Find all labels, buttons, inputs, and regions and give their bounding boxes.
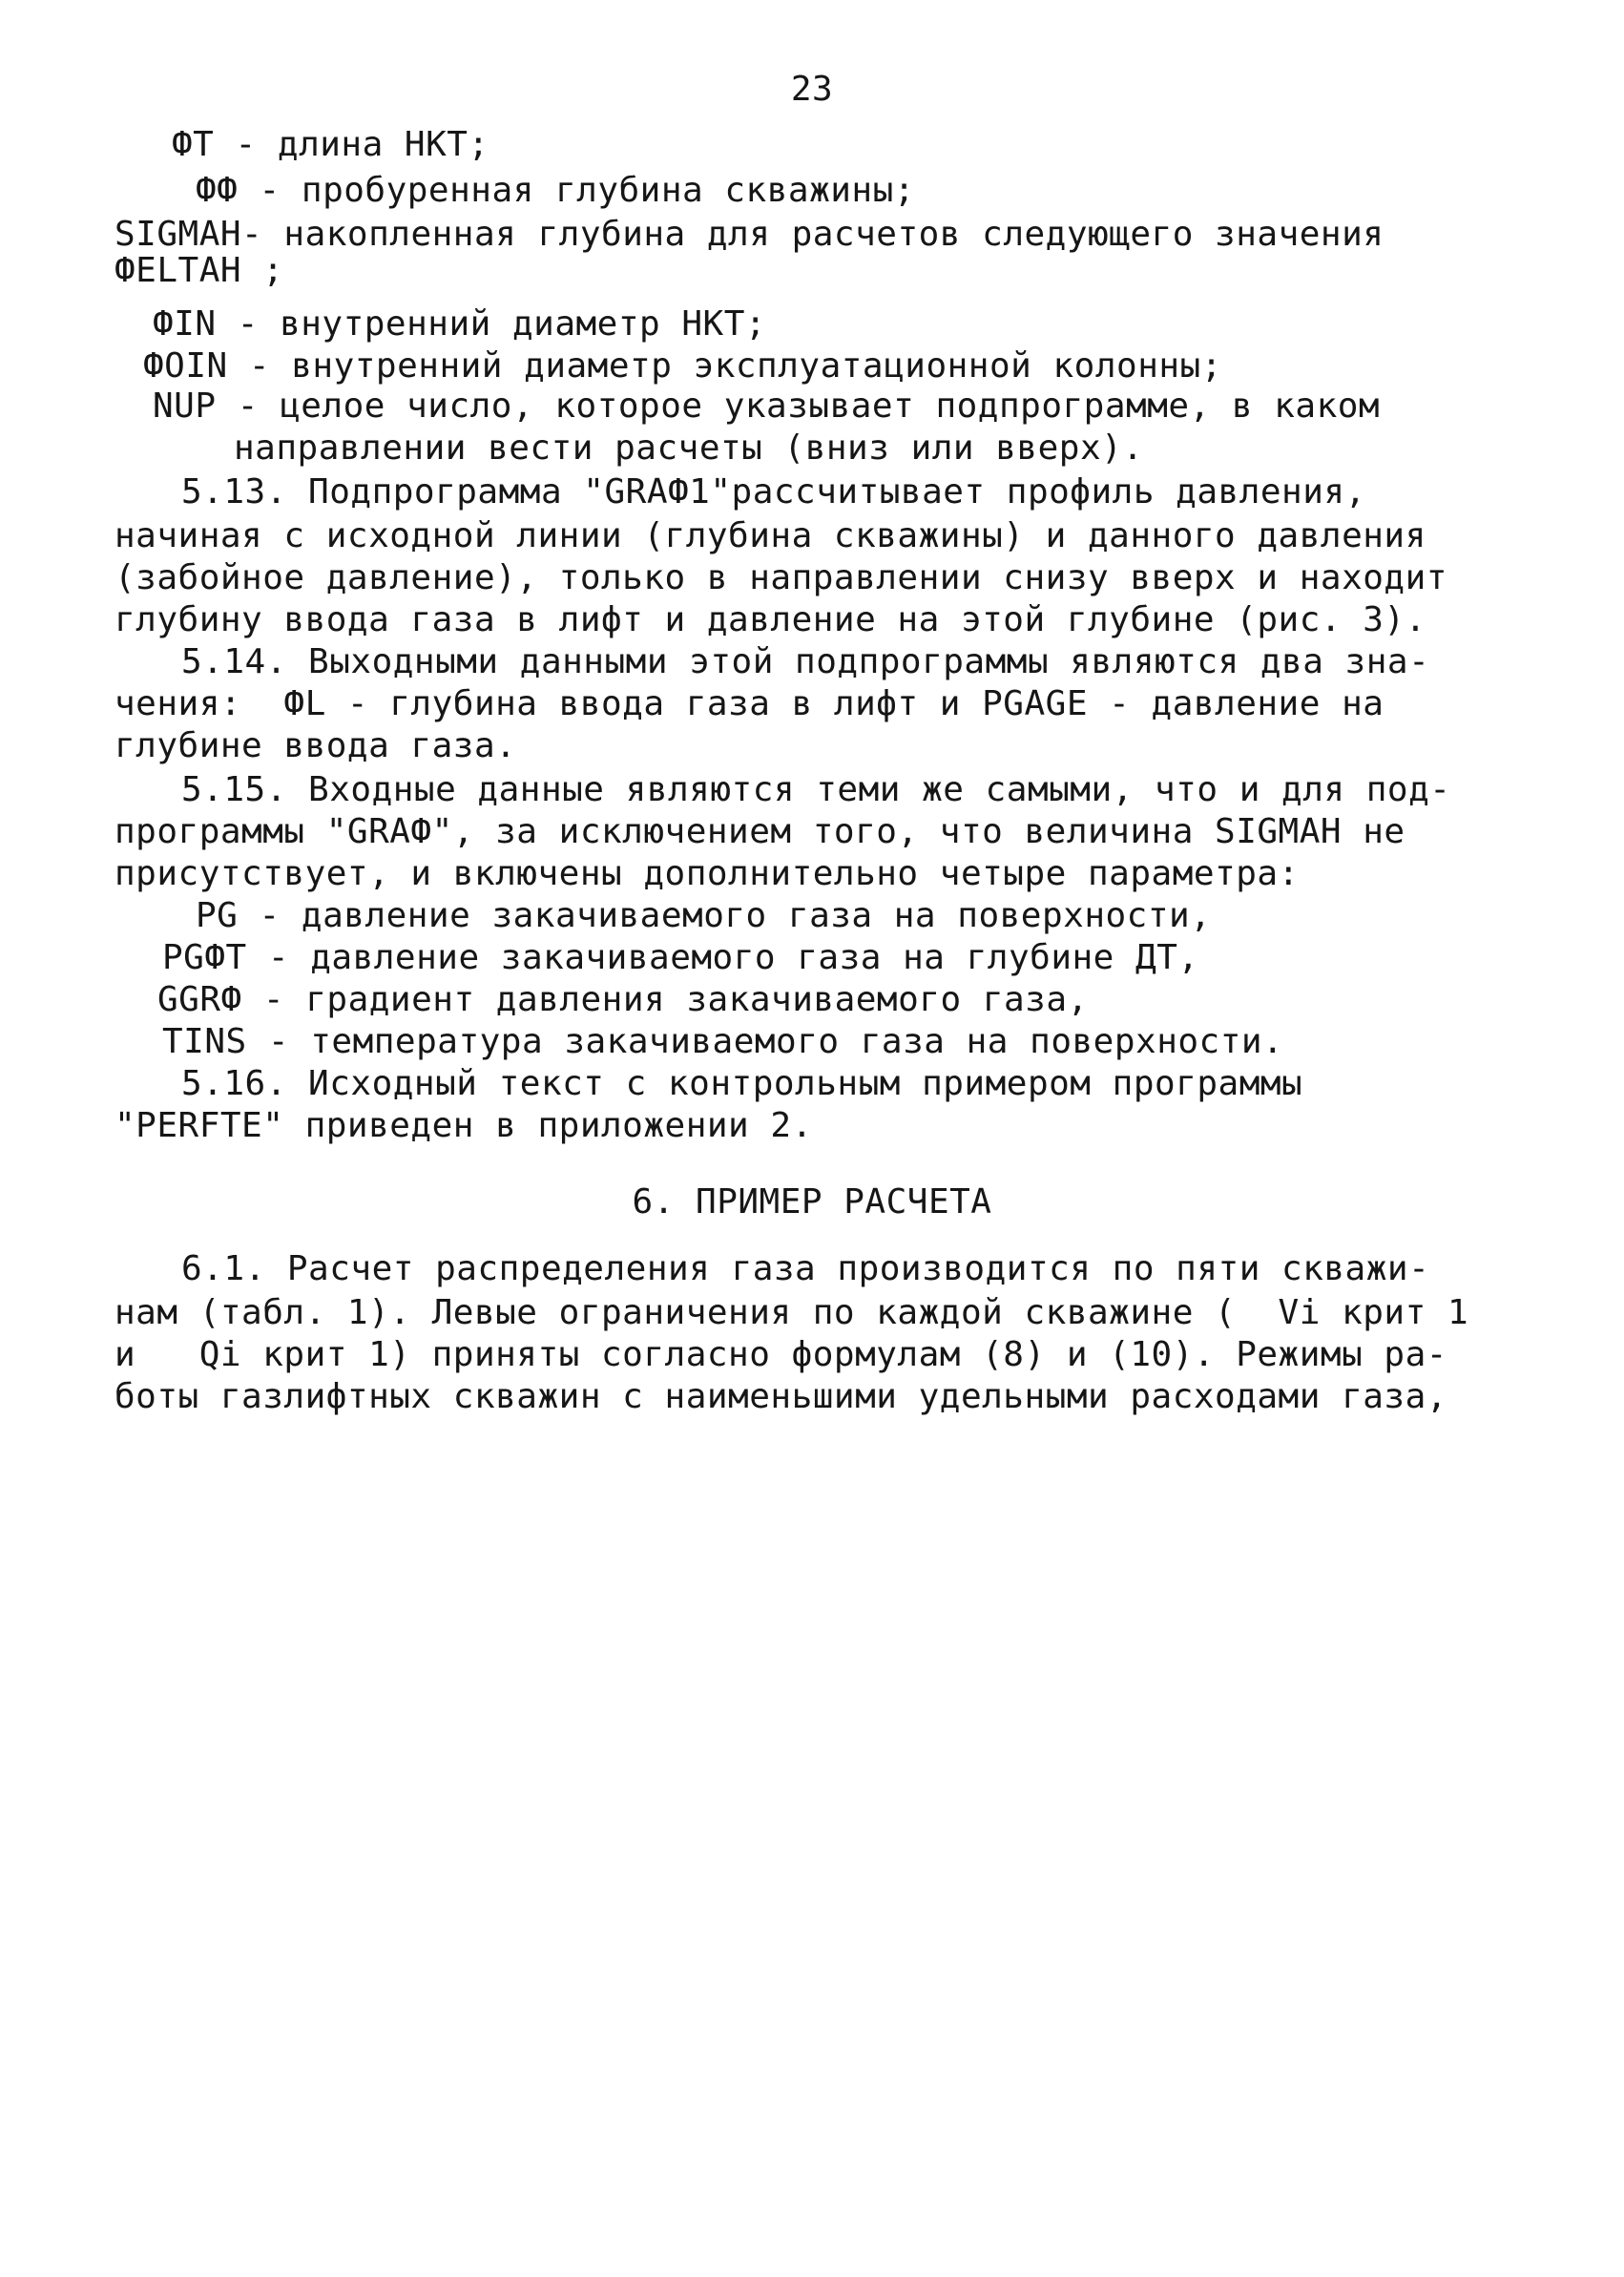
definition-tins: TINS - температура закачиваемого газа на поверхности. (162, 1022, 1284, 1061)
paragraph-line: начиная с исходной линии (глубина скважины) и данного давления (115, 516, 1426, 555)
definition-din: ФIN - внутренний диаметр НКТ; (153, 304, 767, 344)
paragraph-line: присутствует, и включены дополнительно четыре параметра: (115, 854, 1300, 893)
paragraph-line: (забойное давление), только в направлении снизу вверх и находит (115, 558, 1447, 597)
definition-dd: ФФ - пробуренная глубина скважины; (196, 171, 915, 210)
definition-code: ФOIN (143, 346, 228, 386)
definition-code: ФТ (172, 125, 215, 164)
definition-code: PG (196, 896, 239, 935)
definition-text: целое число, которое указывает подпрограмме, в каком (280, 386, 1381, 426)
page-number: 23 (790, 70, 834, 109)
definition-ggrd: GGRФ - градиент давления закачиваемого газа, (157, 980, 1089, 1019)
definition-text: градиент давления закачиваемого газа, (305, 980, 1089, 1019)
definition-code: ФФ (196, 171, 239, 210)
paragraph-line: нам (табл. 1). Левые ограничения по каждой скважине ( Vi крит 1 (115, 1293, 1469, 1332)
paragraph-line: программы "GRAФ", за исключением того, что величина SIGMAH не (115, 812, 1405, 851)
paragraph-line: глубину ввода газа в лифт и давление на этой глубине (рис. 3). (115, 600, 1426, 639)
definition-pgdt: PGФT - давление закачиваемого газа на глубине ДТ, (162, 938, 1199, 977)
paragraph-line: чения: ФL - глубина ввода газа в лифт и PGAGE - давление на (115, 684, 1385, 723)
paragraph-line: 5.16. Исходный текст с контрольным примером программы (181, 1064, 1303, 1103)
definition-code: NUP (153, 386, 217, 426)
definition-sigmah: SIGMAH- накопленная глубина для расчетов следующего значения (115, 215, 1385, 254)
paragraph-line: глубине ввода газа. (115, 726, 517, 765)
section-heading: 6. ПРИМЕР РАСЧЕТА (632, 1182, 992, 1222)
definition-code: SIGMAH (115, 215, 242, 254)
definition-continuation: ФELTAH ; (115, 251, 284, 290)
definition-text: внутренний диаметр НКТ; (280, 304, 767, 344)
paragraph-line: "PERFTE" приведен в приложении 2. (115, 1106, 813, 1145)
definition-text: пробуренная глубина скважины; (301, 171, 915, 210)
paragraph-line: 5.13. Подпрограмма "GRAФ1"рассчитывает профиль давления, (181, 472, 1366, 512)
definition-doin: ФOIN - внутренний диаметр эксплуатационной колонны; (143, 346, 1222, 386)
definition-nup: NUP - целое число, которое указывает подпрограмме, в каком (153, 386, 1381, 426)
definition-code: GGRФ (157, 980, 242, 1019)
paragraph-line: 5.14. Выходными данными этой подпрограммы являются два зна- (181, 642, 1430, 681)
paragraph-line: боты газлифтных скважин с наименьшими удельными расходами газа, (115, 1377, 1447, 1416)
definition-pg: PG - давление закачиваемого газа на поверхности, (196, 896, 1212, 935)
definition-code: TINS (162, 1022, 247, 1061)
definition-code: ФIN (153, 304, 217, 344)
definition-dt: ФТ - длина НКТ; (172, 125, 489, 164)
paragraph-line: 5.15. Входные данные являются теми же самыми, что и для под- (181, 770, 1451, 809)
definition-text: накопленная глубина для расчетов следующего значения (283, 215, 1385, 254)
paragraph-line: 6.1. Расчет распределения газа производится по пяти скважи- (181, 1249, 1430, 1288)
definition-text: давление закачиваемого газа на глубине ДТ, (310, 938, 1199, 977)
definition-text: температура закачиваемого газа на поверхности. (310, 1022, 1284, 1061)
definition-continuation: направлении вести расчеты (вниз или вверх). (234, 428, 1144, 468)
definition-text: длина НКТ; (277, 125, 489, 164)
definition-code: PGФT (162, 938, 247, 977)
definition-text: внутренний диаметр эксплуатационной колонны; (291, 346, 1222, 386)
paragraph-line: и Qi крит 1) приняты согласно формулам (8) и (10). Режимы ра- (115, 1335, 1447, 1374)
definition-text: давление закачиваемого газа на поверхности, (301, 896, 1212, 935)
